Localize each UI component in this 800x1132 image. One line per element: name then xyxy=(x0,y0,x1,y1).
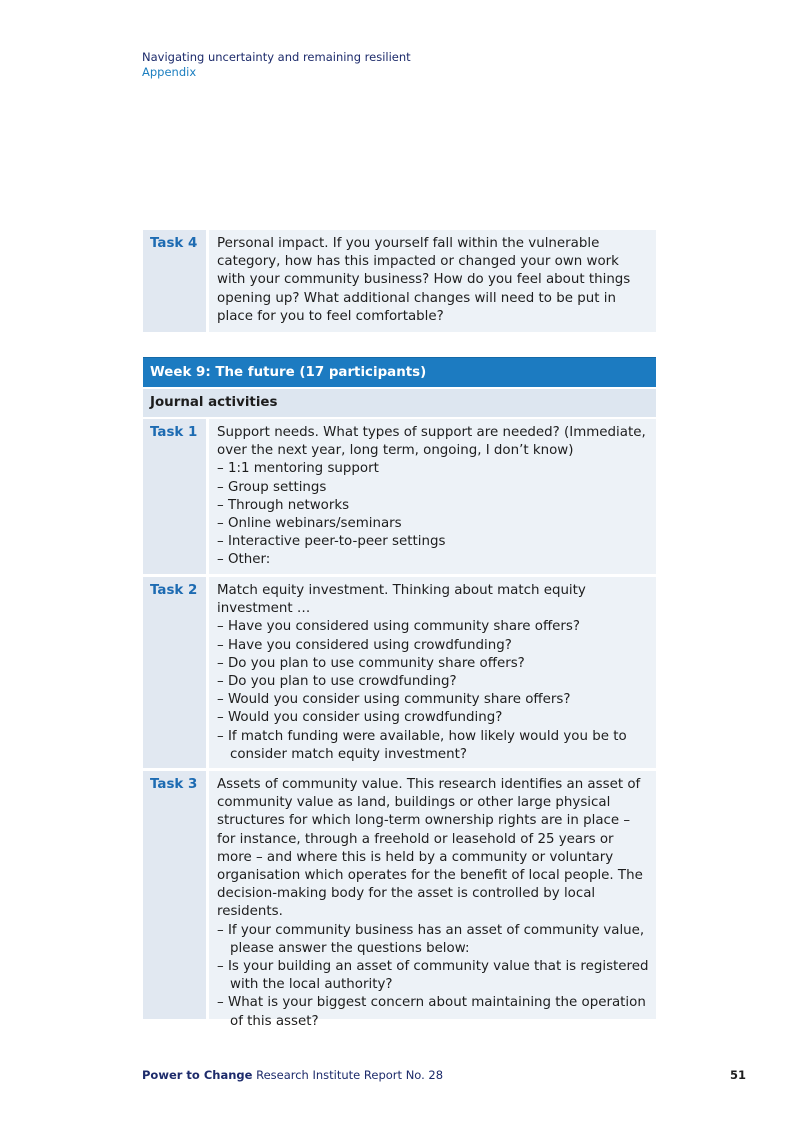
task-label: Task 4 xyxy=(143,230,206,332)
running-head xyxy=(142,50,411,80)
task-label: Task 3 xyxy=(143,771,206,1019)
list-item: – Other: xyxy=(217,551,650,569)
page-number: 51 xyxy=(729,1068,746,1082)
footer-brand: Power to Change xyxy=(142,1068,253,1082)
list-item: – Do you plan to use community share offers? xyxy=(217,655,650,673)
list-item: – 1:1 mentoring support xyxy=(217,460,650,478)
list-item: – If your community business has an asset of community value, please answer the questions below: xyxy=(217,922,650,958)
list-item: – Would you consider using community share offers? xyxy=(217,691,650,709)
list-item: – Would you consider using crowdfunding? xyxy=(217,709,650,727)
list-item: – Through networks xyxy=(217,497,650,515)
task-question-list xyxy=(217,922,650,1031)
week9-table xyxy=(143,357,656,1029)
journal-activities-header: Journal activities xyxy=(143,389,656,417)
task-intro: Match equity investment. Thinking about match equity investment … xyxy=(217,583,586,617)
list-item: – Interactive peer-to-peer settings xyxy=(217,533,650,551)
document-title: Navigating uncertainty and remaining resilient xyxy=(142,50,411,64)
list-item: – Group settings xyxy=(217,479,650,497)
list-item: – If match funding were available, how likely would you be to consider match equity investment? xyxy=(217,728,650,764)
footer-report-name: Research Institute Report No. 28 xyxy=(256,1068,444,1082)
task-intro: Support needs. What types of support are needed? (Immediate, over the next year, long term, ongoing, I don’t know) xyxy=(217,425,646,459)
task1-row xyxy=(143,419,656,574)
task2-row xyxy=(143,577,656,768)
task3-row xyxy=(143,771,656,1029)
week-header: Week 9: The future (17 participants) xyxy=(143,357,656,387)
task-intro: Assets of community value. This research identifies an asset of community value as land, buildings or other large physical structures for which long-term ownership rights are in place – for instance, through a freehold or leasehold of 25 years or more – and where this is held by a community or voluntary organisation which operates for the benefit of local people. The decision-making body for the asset is controlled by local residents. xyxy=(217,777,643,920)
task-description xyxy=(209,771,656,1029)
task-description xyxy=(209,419,656,574)
page-footer xyxy=(142,1068,746,1083)
task-description xyxy=(209,577,656,768)
task-description xyxy=(209,230,656,332)
list-item: – Do you plan to use crowdfunding? xyxy=(217,673,650,691)
list-item: – Is your building an asset of community value that is registered with the local authority? xyxy=(217,958,650,994)
task-question-list xyxy=(217,618,650,764)
list-item: – Have you considered using community share offers? xyxy=(217,618,650,636)
task-label: Task 1 xyxy=(143,419,206,574)
section-name: Appendix xyxy=(142,65,197,79)
list-item: – Have you considered using crowdfunding? xyxy=(217,637,650,655)
task-label: Task 2 xyxy=(143,577,206,768)
task-option-list xyxy=(217,460,650,569)
list-item: – What is your biggest concern about maintaining the operation of this asset? xyxy=(217,994,650,1030)
task4-row xyxy=(143,230,656,332)
task4-table xyxy=(143,230,656,335)
task-text: Personal impact. If you yourself fall within the vulnerable category, how has this impacted or changed your own work with your community business? How do you feel about things opening up? What additional changes will need to be put in place for you to feel comfortable? xyxy=(217,236,631,324)
list-item: – Online webinars/seminars xyxy=(217,515,650,533)
